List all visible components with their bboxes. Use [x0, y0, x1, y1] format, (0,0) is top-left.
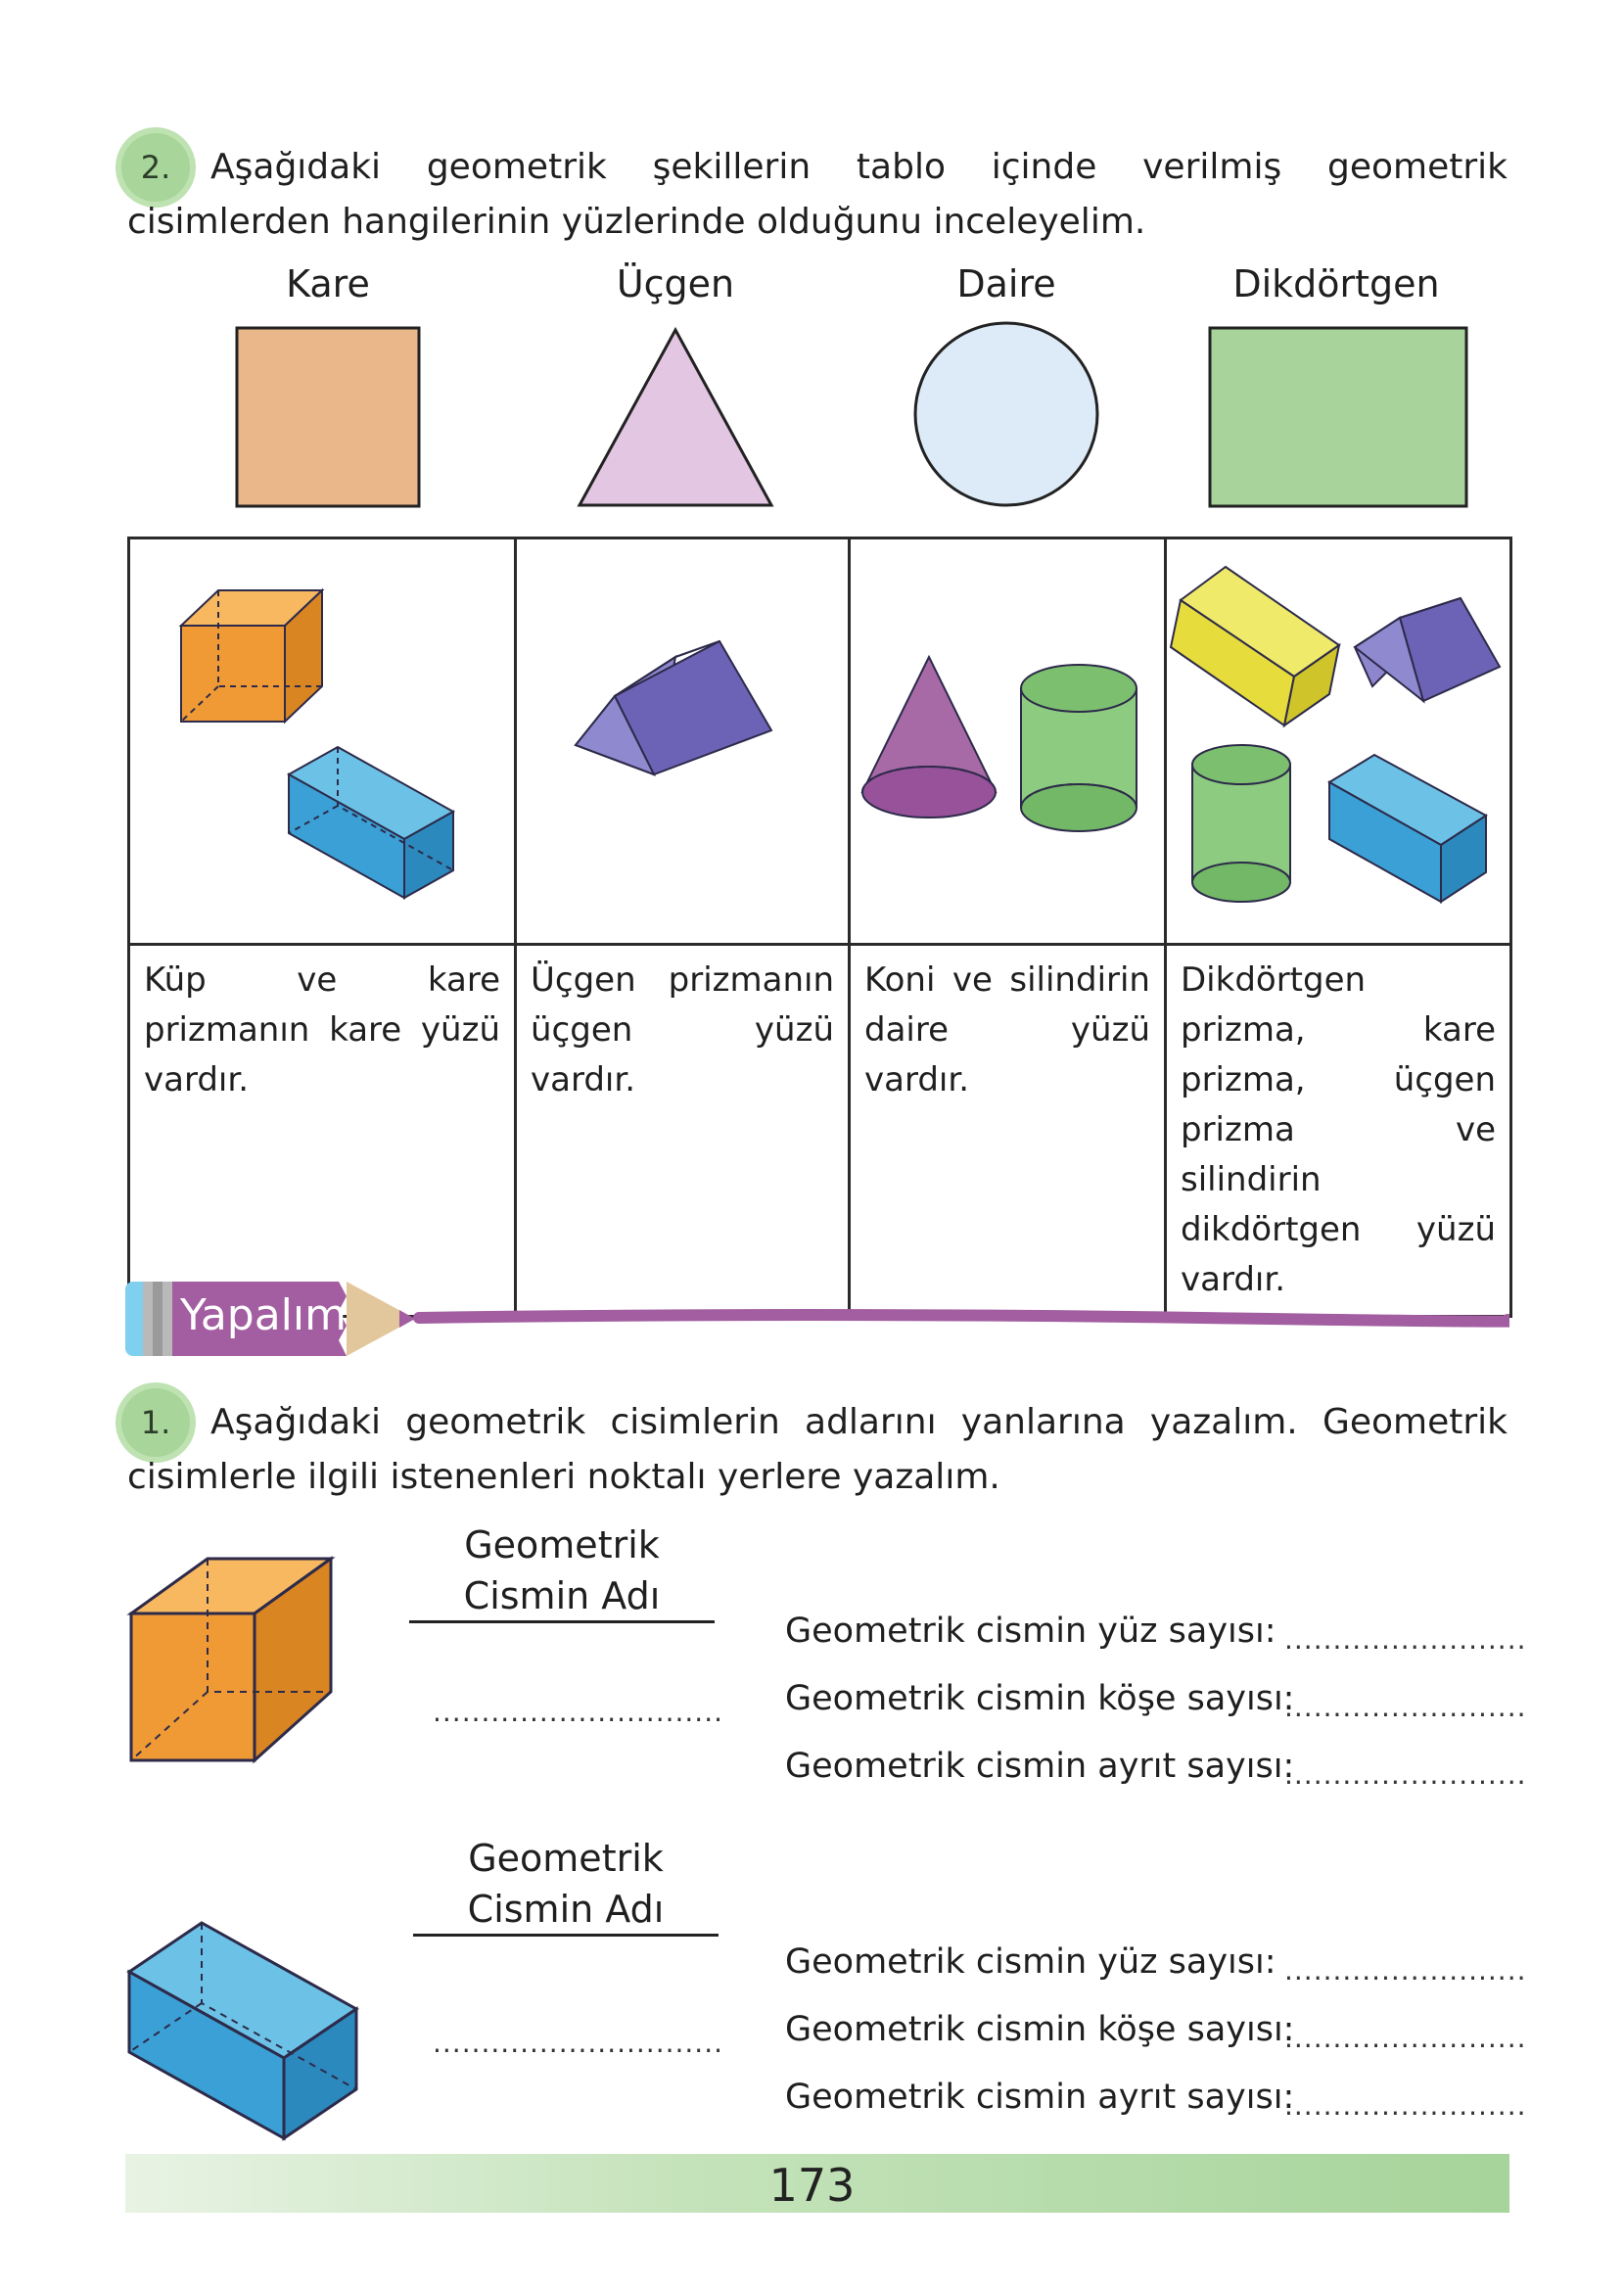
square-shape: [237, 328, 419, 506]
cell-image-mixed: [1166, 538, 1511, 945]
face-count-blank-1[interactable]: .........................: [1284, 1623, 1527, 1656]
edge-count-label-1: Geometrik cismin ayrıt sayısı:: [785, 1747, 1295, 1786]
question-number: 2.: [140, 149, 171, 186]
triangular-prism-illustration: [517, 539, 848, 939]
edge-count-blank-1[interactable]: .........................: [1284, 1758, 1527, 1791]
cube-and-square-prism-illustration: [130, 539, 514, 939]
shapes-row: [0, 313, 1624, 519]
cube-illustration: [125, 1555, 341, 1770]
shapes-table: [127, 537, 1512, 1318]
question-number: 1.: [140, 1404, 171, 1441]
section-title: Yapalım: [180, 1290, 347, 1340]
cell-image-cone-cylinder: [850, 538, 1166, 945]
cell-desc-square: [129, 945, 516, 1317]
name-underline-2: [413, 1934, 719, 1937]
cell-desc-rectangle: [1166, 945, 1511, 1317]
name-blank-1[interactable]: ..............................: [433, 1696, 724, 1728]
rectangle-shape: [1210, 328, 1466, 506]
shape-label-triangle: Üçgen: [616, 262, 735, 305]
name-title-1: Geometrik Cismin Adı: [463, 1523, 661, 1617]
page-number: 173: [768, 2159, 856, 2212]
face-count-label-2: Geometrik cismin yüz sayısı:: [785, 1942, 1276, 1982]
vertex-count-label-1: Geometrik cismin köşe sayısı:: [785, 1679, 1295, 1718]
vertex-count-blank-2[interactable]: .........................: [1284, 2022, 1527, 2054]
edge-count-blank-2[interactable]: .........................: [1284, 2089, 1527, 2122]
face-count-blank-2[interactable]: .........................: [1284, 1954, 1527, 1987]
circle-shape: [915, 323, 1097, 505]
shape-label-square: Kare: [286, 262, 370, 305]
question-text-2: Aşağıdaki geometrik cisimlerin adlarını yanlarına yazalım. Geometrik cisimlerle ilgili istenenleri noktalı yerlere yazalım.: [127, 1402, 1508, 1497]
edge-count-label-2: Geometrik cismin ayrıt sayısı:: [785, 2078, 1295, 2117]
cell-desc-triangle: [516, 945, 850, 1317]
desc-square: Küp ve kare prizmanın kare yüzü vardır.: [144, 960, 500, 1099]
cone-and-cylinder-illustration: [851, 539, 1164, 939]
desc-triangle: Üçgen prizmanın üçgen yüzü vardır.: [531, 960, 834, 1099]
shape-label-circle: Daire: [956, 262, 1056, 305]
desc-circle: Koni ve silindirin daire yüzü vardır.: [864, 960, 1150, 1099]
section-banner: [125, 1279, 1509, 1359]
name-title-2: Geometrik Cismin Adı: [467, 1837, 665, 1931]
cell-desc-circle: [850, 945, 1166, 1317]
vertex-count-blank-1[interactable]: .........................: [1284, 1691, 1527, 1723]
question-text: Aşağıdaki geometrik şekillerin tablo içinde verilmiş geometrik cisimlerden hangilerinin yüzlerinde olduğunu inceleyelim.: [127, 147, 1508, 242]
vertex-count-label-2: Geometrik cismin köşe sayısı:: [785, 2010, 1295, 2049]
mixed-solids-illustration: [1167, 539, 1509, 939]
triangle-shape: [580, 330, 771, 505]
desc-rectangle: Dikdörtgen prizma, kare prizma, üçgen prizma ve silindirin dikdörtgen yüzü vardır.: [1181, 960, 1496, 1299]
cell-image-cube: [129, 538, 516, 945]
face-count-label-1: Geometrik cismin yüz sayısı:: [785, 1612, 1276, 1651]
name-blank-2[interactable]: ..............................: [433, 2027, 724, 2059]
name-underline-1: [409, 1620, 715, 1623]
rectangular-prism-illustration: [125, 1917, 360, 2144]
cell-image-triangular-prism: [516, 538, 850, 945]
shape-label-rectangle: Dikdörtgen: [1232, 262, 1440, 305]
